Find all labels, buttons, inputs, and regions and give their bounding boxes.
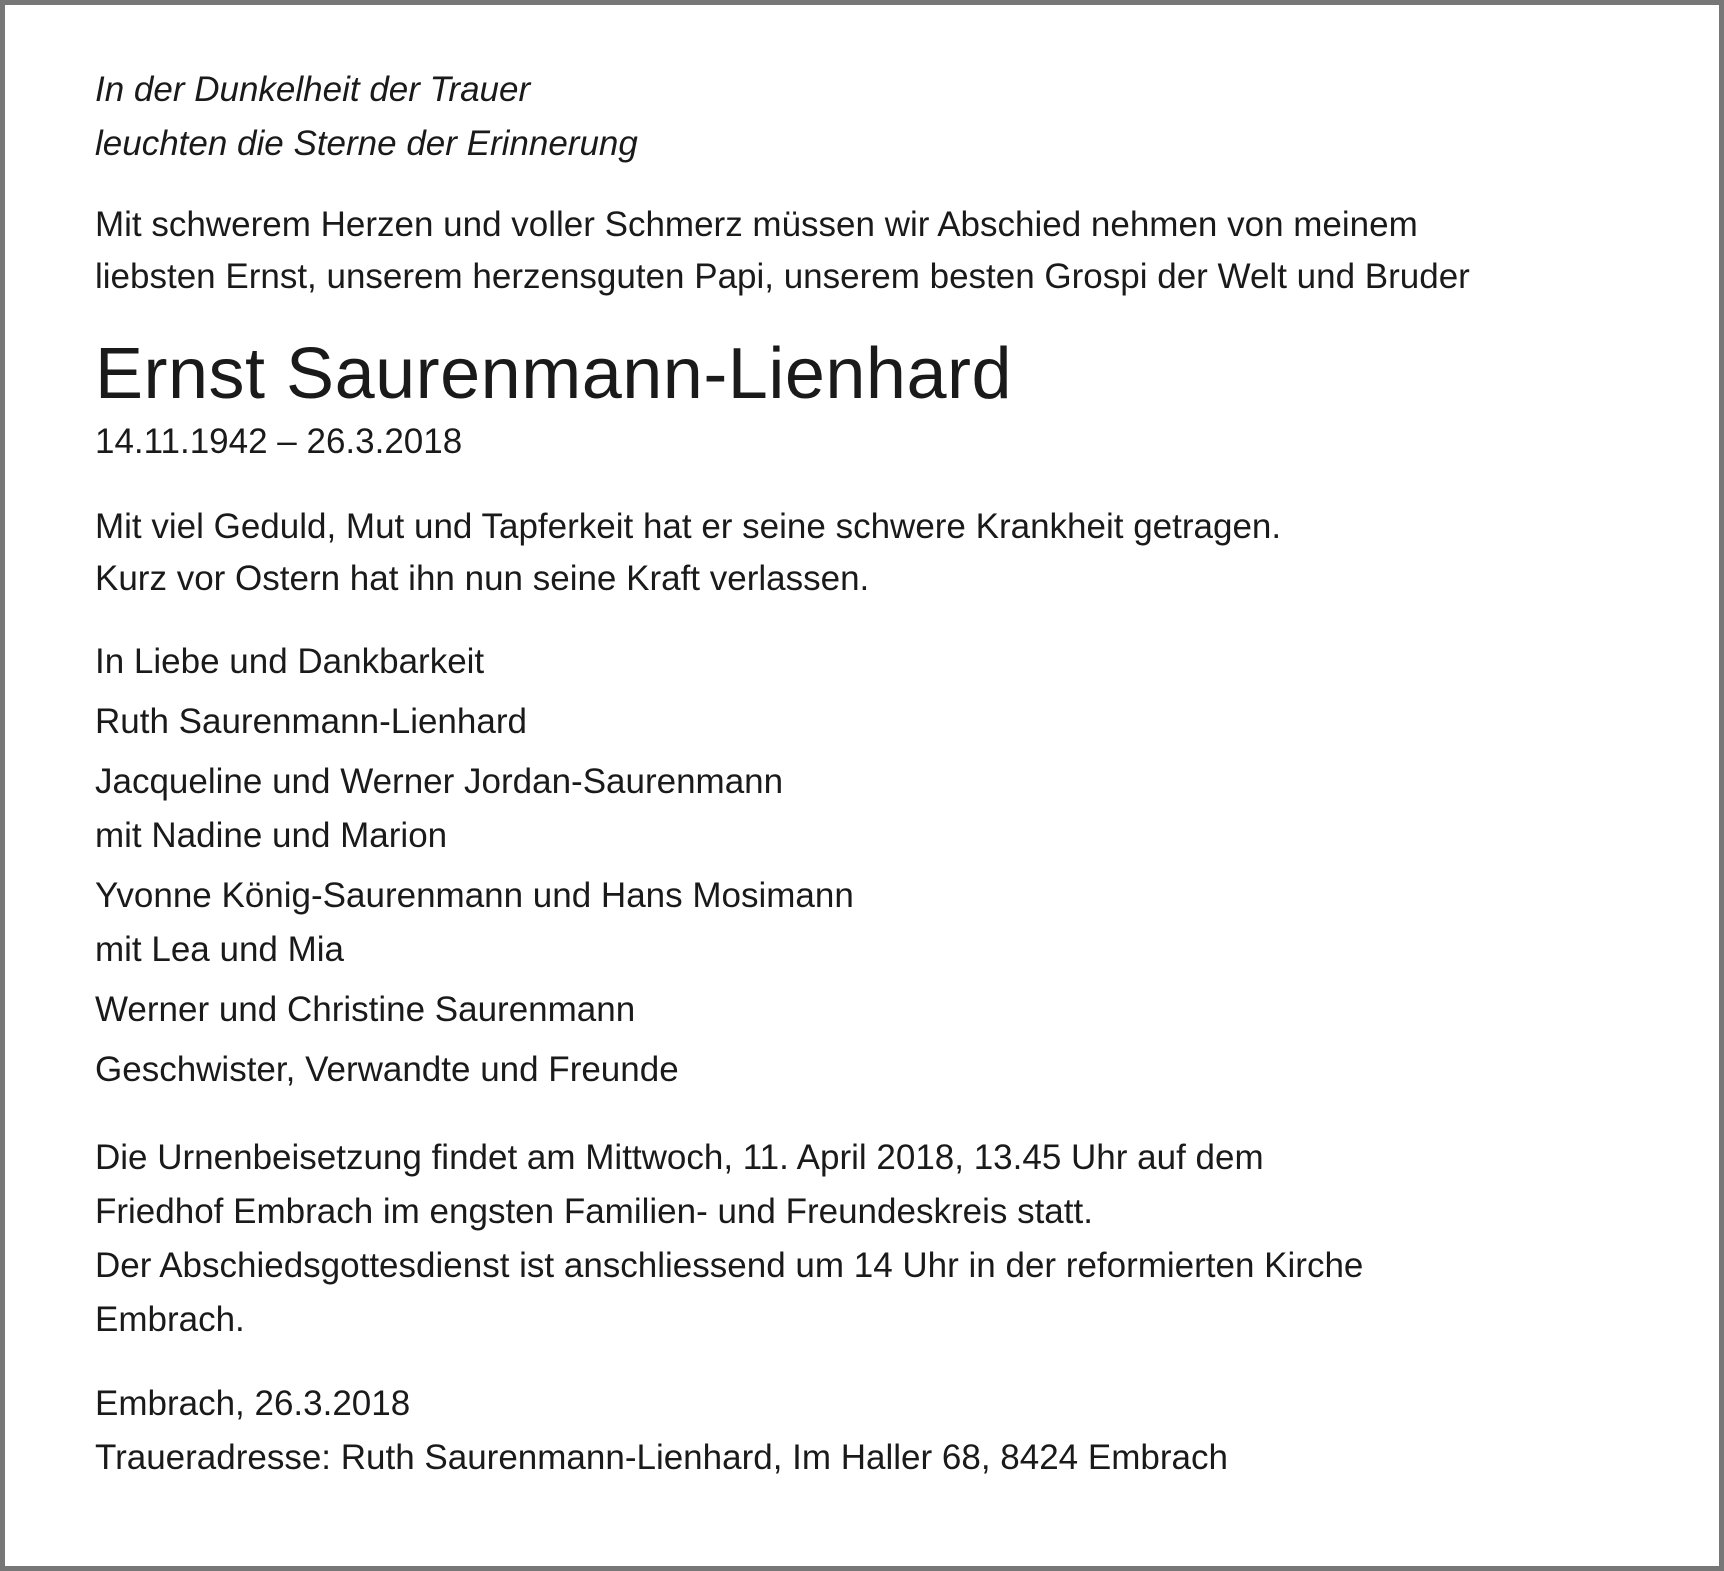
service-line-2: Friedhof Embrach im engsten Familien- und Freundeskreis statt. [95, 1192, 1093, 1231]
story-text [95, 501, 1655, 605]
family-member-children: mit Nadine und Marion [95, 816, 448, 855]
family-member-name: Jacqueline und Werner Jordan-Saurenmann [95, 762, 784, 801]
service-line-4: Embrach. [95, 1300, 245, 1339]
family-member-name: Ruth Saurenmann-Lienhard [95, 702, 527, 741]
family-member [95, 983, 1655, 1037]
family-heading [95, 635, 1655, 689]
service-text [95, 1131, 1655, 1347]
intro-line-2: liebsten Ernst, unserem herzensguten Papi, unserem besten Grospi der Welt und Bruder [95, 257, 1470, 296]
mourning-address: Traueradresse: Ruth Saurenmann-Lienhard, Im Haller 68, 8424 Embrach [95, 1438, 1228, 1477]
story-line-2: Kurz vor Ostern hat ihn nun seine Kraft verlassen. [95, 559, 870, 598]
family-member [95, 1043, 1655, 1097]
service-line-3: Der Abschiedsgottesdienst ist anschliessend um 14 Uhr in der reformierten Kirche [95, 1246, 1364, 1285]
family-member-name: Geschwister, Verwandte und Freunde [95, 1050, 679, 1089]
family-member [95, 869, 1655, 977]
place-date: Embrach, 26.3.2018 [95, 1384, 411, 1423]
intro-text [95, 199, 1655, 303]
motto-line-2: leuchten die Sterne der Erinnerung [95, 124, 638, 163]
motto-line-1: In der Dunkelheit der Trauer [95, 70, 531, 109]
family-member [95, 695, 1655, 749]
family-member-children: mit Lea und Mia [95, 930, 345, 969]
family-list [95, 635, 1655, 1097]
family-heading-text: In Liebe und Dankbarkeit [95, 642, 485, 681]
obituary-content [95, 63, 1655, 1485]
story-line-1: Mit viel Geduld, Mut und Tapferkeit hat er seine schwere Krankheit getragen. [95, 507, 1282, 546]
motto [95, 63, 1655, 171]
deceased-name: Ernst Saurenmann-Lienhard [95, 334, 1013, 414]
intro-line-1: Mit schwerem Herzen und voller Schmerz müssen wir Abschied nehmen von meinem [95, 205, 1418, 244]
family-member-name: Werner und Christine Saurenmann [95, 990, 636, 1029]
family-member-name: Yvonne König-Saurenmann und Hans Mosimann [95, 876, 854, 915]
closing-text [95, 1377, 1655, 1485]
family-member [95, 755, 1655, 863]
life-dates: 14.11.1942 – 26.3.2018 [95, 422, 463, 461]
service-line-1: Die Urnenbeisetzung findet am Mittwoch, 11. April 2018, 13.45 Uhr auf dem [95, 1138, 1264, 1177]
